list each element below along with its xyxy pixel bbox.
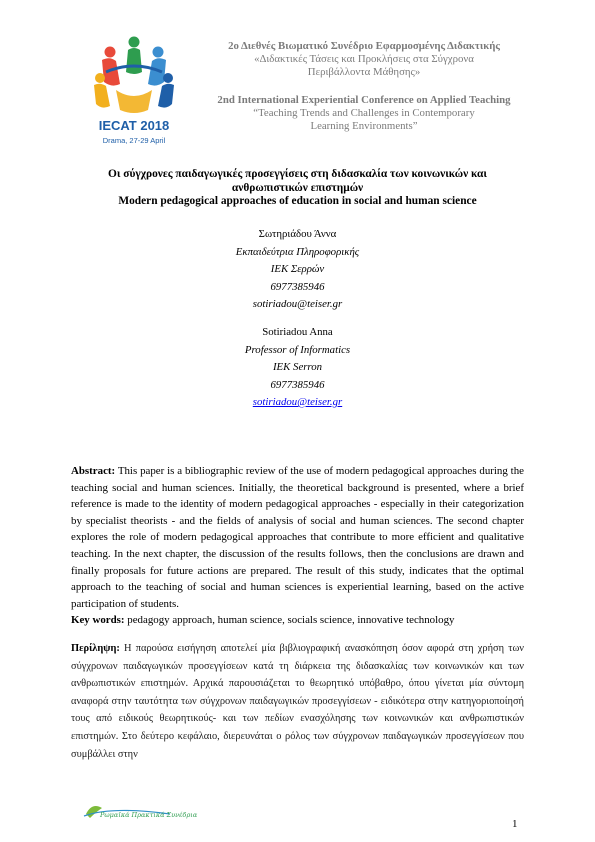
author-block-english	[0, 324, 595, 412]
summary-greek-text: Η παρούσα εισήγηση αποτελεί μία βιβλιογραφική ανασκόπηση όσον αφορά στη χρήση των σύγχρονων παιδαγωγικών προσεγγίσεων κατά τη διάρκεια της διδασκαλίας των κοινωνικών και των ανθρωπιστικών επιστημών. Αρχικά παρουσιάζεται το θεωρητικό υπόβαθρο, όπου γίνεται μία σύντομη αναφορά στην ταυτότητα των σύγχρονων παιδαγωγικών προσεγγίσεων - ειδικότερα στην κατηγοριοποίησή τους από ειδικούς θεωρητικούς- και των πεδίων ενασχόλησης των κοινωνικών και ανθρωπιστικών επιστημών. Στο δεύτερο κεφάλαιο, διερευνάται ο ρόλος των σύγχρονων παιδαγωγικών προσεγγίσεων που συμβάλλει στην	[71, 643, 524, 760]
author-email-link[interactable]: sotiriadou@teiser.gr	[252, 396, 343, 408]
summary-greek-label: Περίληψη:	[71, 643, 120, 654]
footer-logo-text: Ρωμαϊκά Πρακτικά Συνέδρια	[100, 811, 198, 819]
header-gr-line2: «Διδακτικές Τάσεις και Προκλήσεις στα Σύγχρονα	[254, 53, 474, 66]
author-institution-gr: ΙΕΚ Σερρών	[270, 263, 325, 275]
summary-greek-paragraph	[71, 640, 524, 763]
title-greek-line1: Οι σύγχρονες παιδαγωγικές προσεγγίσεις στη διδασκαλία των κοινωνικών και	[108, 168, 487, 180]
footer-logo	[82, 800, 198, 822]
author-name-gr: Σωτηριάδου Άννα	[258, 228, 337, 240]
author-email-gr: sotiriadou@teiser.gr	[252, 298, 343, 310]
abstract-label: Abstract:	[71, 465, 116, 477]
author-phone-gr: 6977385946	[270, 280, 325, 293]
author-institution-en: IEK Serron	[272, 361, 323, 373]
keywords-label: Key words:	[71, 614, 125, 626]
header-en-line1: 2nd International Experiential Conference on Applied Teaching	[217, 94, 511, 106]
header-en-line2: “Teaching Trends and Challenges in Contemporary	[253, 107, 475, 120]
conference-logo	[86, 32, 182, 148]
abstract-text: This paper is a bibliographic review of the use of modern pedagogical approaches during the teaching social and human sciences. Initially, the theoretical background is presented, where a brief reference is made to the identity of modern pedagogical approaches - especially in their categorization by specialist theorists - and the fields of analysis of social and human sciences. The second chapter explores the role of modern pedagogical approaches that contribute to more efficient and qualitative teaching. In the next chapter, the discussion of the results follows, then the conclusions are drawn and finally proposals for future actions are prepared. The result of this study, indicates that the optimal approach to the teaching of social and human sciences is experiential learning, based on the active participation of students.	[71, 465, 524, 610]
author-role-gr: Εκπαιδεύτρια Πληροφορικής	[235, 245, 360, 258]
header-gr-line3: Περιβάλλοντα Μάθησης»	[307, 66, 421, 79]
title-greek-line2: ανθρωπιστικών επιστημών	[231, 181, 364, 194]
logo-dates-text: Drama, 27-29 April	[102, 136, 166, 145]
author-name-en: Sotiriadou Anna	[262, 326, 333, 338]
author-role-en: Professor of Informatics	[244, 343, 351, 356]
paper-title	[60, 168, 535, 209]
header-gr-line1: 2ο Διεθνές Βιωματικό Συνέδριο Εφαρμοσμένης Διδακτικής	[228, 40, 500, 52]
author-phone-en: 6977385946	[270, 378, 325, 391]
author-block-greek	[0, 226, 595, 314]
header-en-line3: Learning Environments”	[310, 120, 418, 133]
keywords-text: pedagogy approach, human science, socials science, innovative technology	[124, 614, 455, 626]
abstract-paragraph	[71, 463, 524, 612]
people-circle-icon	[94, 37, 174, 114]
header-english	[194, 94, 534, 134]
page-number: 1	[512, 818, 518, 830]
keywords-paragraph	[71, 612, 524, 629]
logo-brand-text: IECAT 2018	[98, 118, 170, 133]
header-greek	[194, 40, 534, 80]
title-english: Modern pedagogical approaches of education in social and human science	[118, 195, 477, 208]
